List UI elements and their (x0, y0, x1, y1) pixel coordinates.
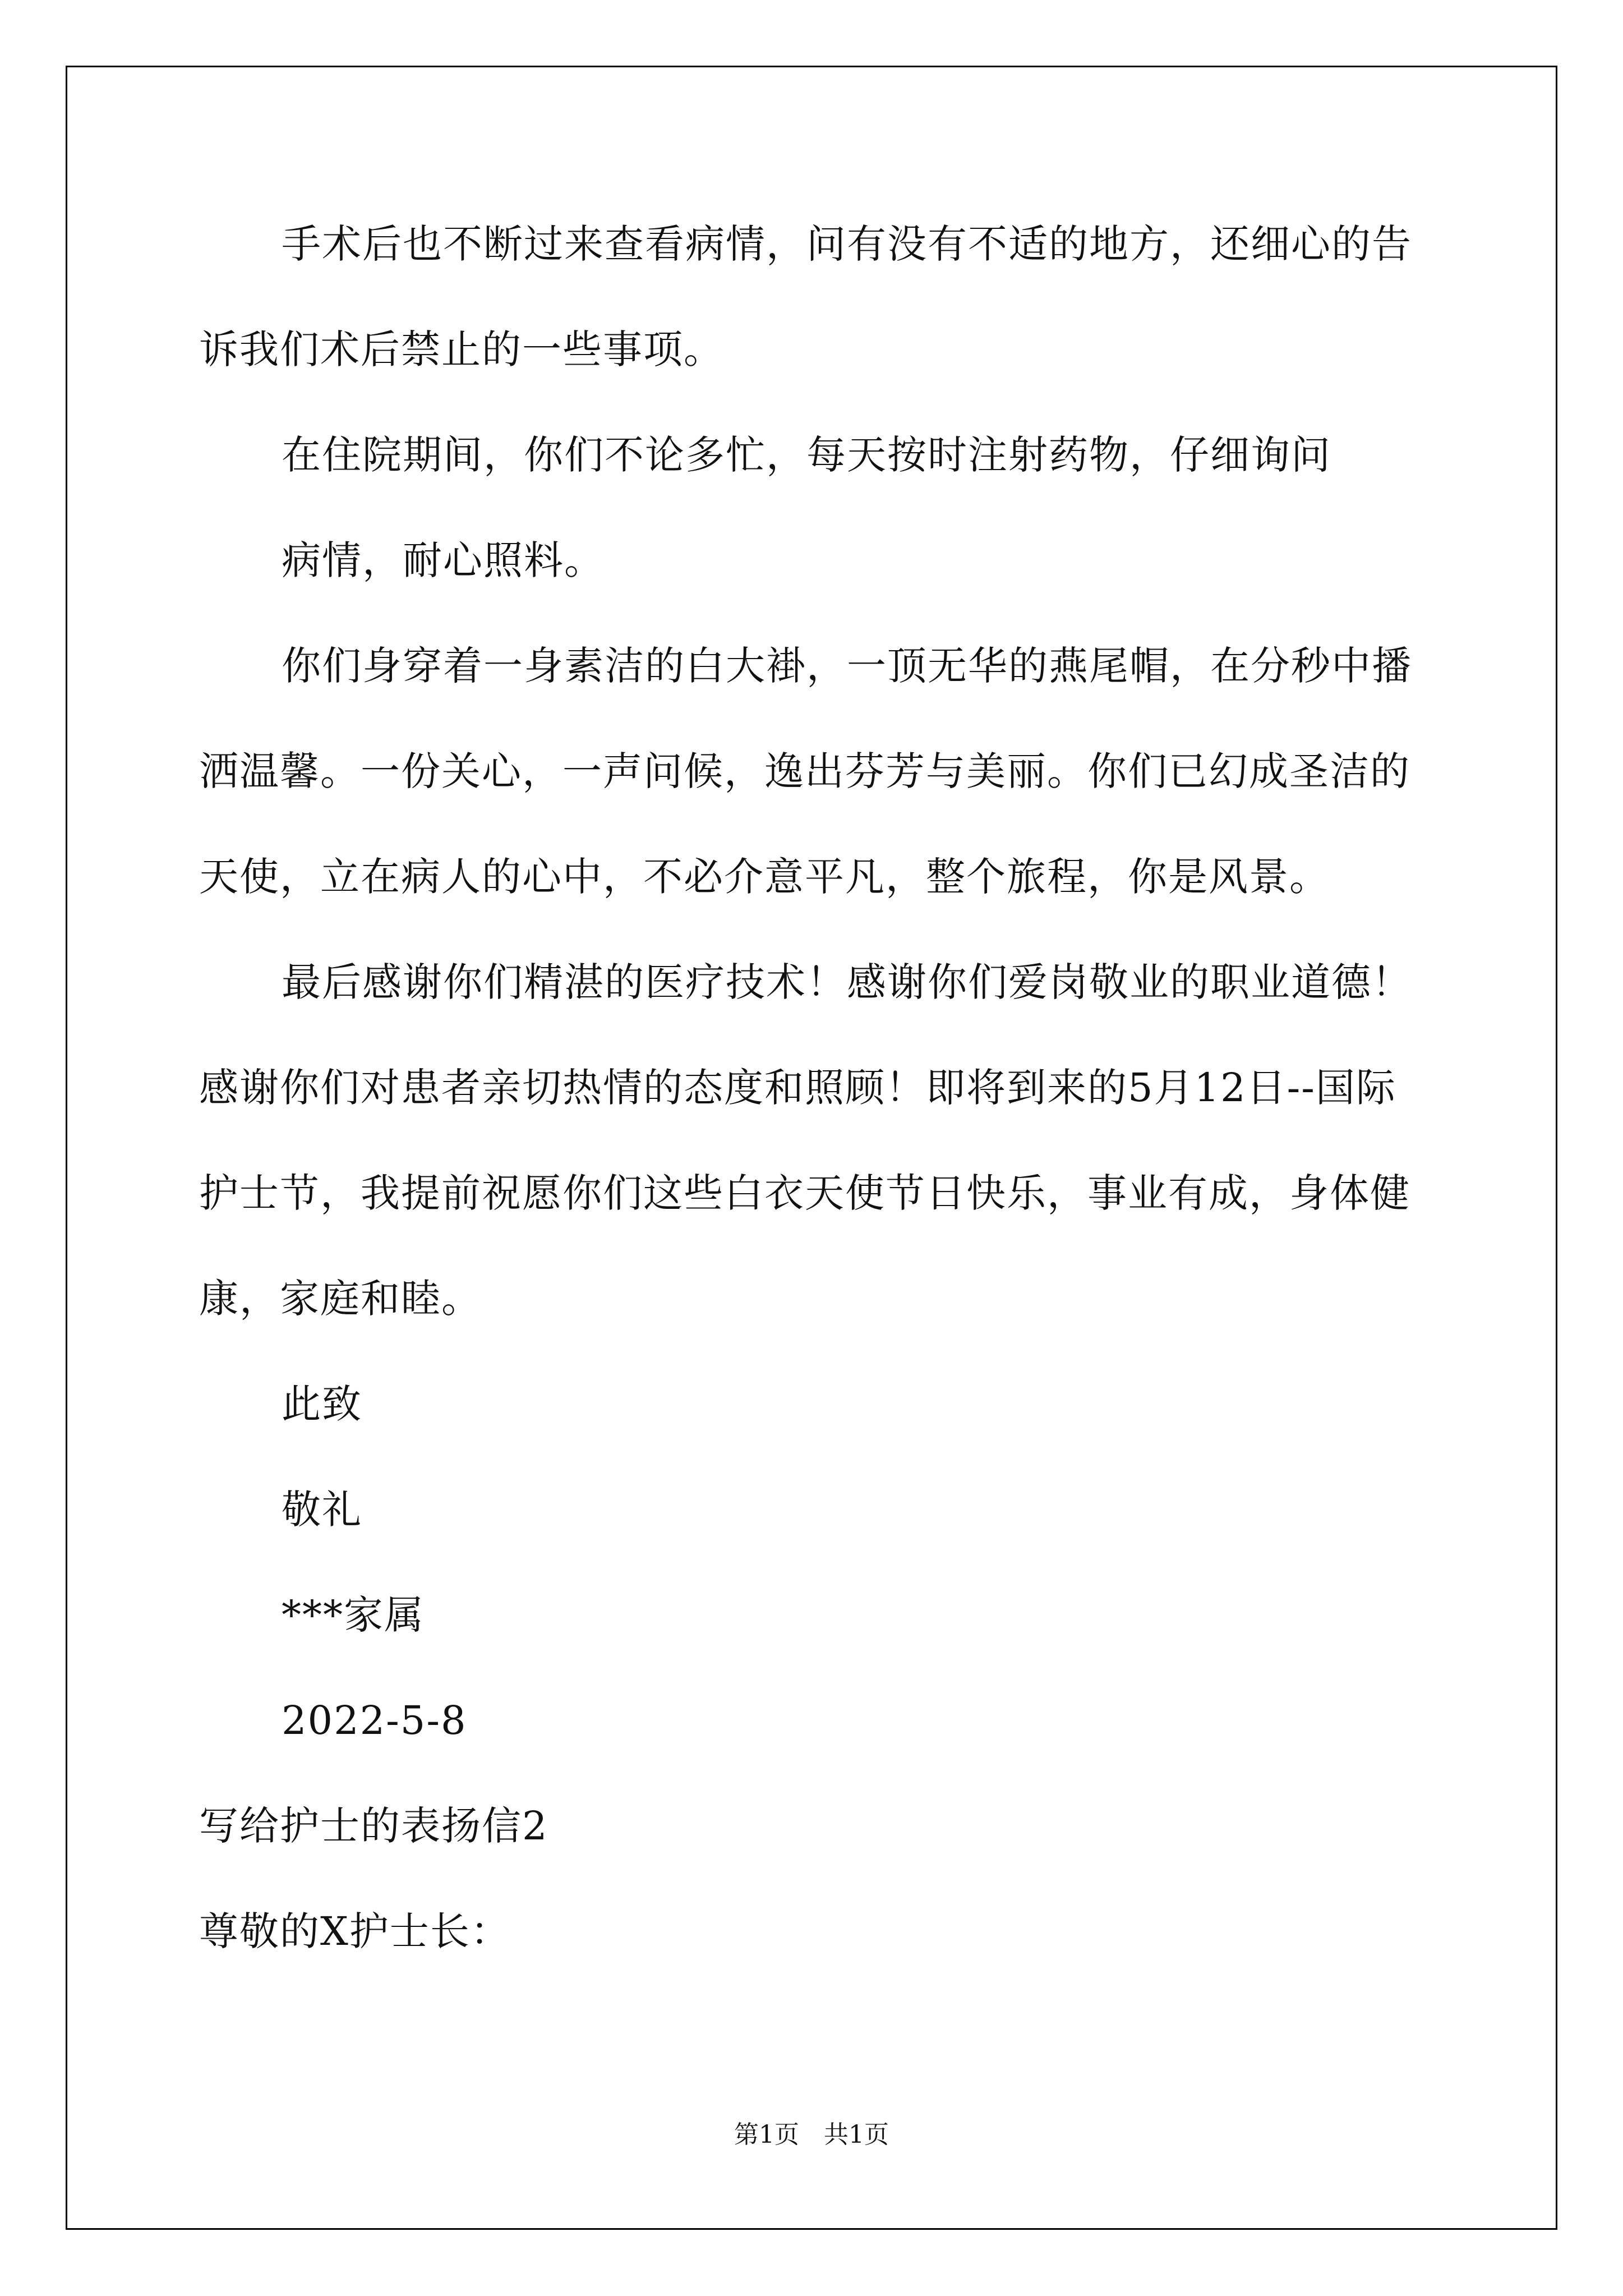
paragraph-line: 诉我们术后禁止的一些事项。 (199, 326, 724, 372)
paragraph-line: 病情，耐心照料。 (282, 537, 605, 583)
section-title: 写给护士的表扬信2 (199, 1803, 548, 1849)
paragraph-line: 洒温馨。一份关心，一声问候，逸出芬芳与美丽。你们已幻成圣洁的 (199, 748, 1410, 794)
paragraph-line: 你们身穿着一身素洁的白大褂，一顶无华的燕尾帽，在分秒中播 (282, 643, 1412, 689)
paragraph-line: 感谢你们对患者亲切热情的态度和照顾！即将到来的5月12日--国际 (199, 1065, 1396, 1111)
closing-regards: 敬礼 (282, 1487, 362, 1533)
greeting: 尊敬的X护士长： (199, 1908, 511, 1954)
date: 2022-5-8 (282, 1697, 467, 1743)
paragraph-line: 护士节，我提前祝愿你们这些白衣天使节日快乐，事业有成，身体健 (199, 1170, 1410, 1216)
signature: ***家属 (282, 1592, 425, 1638)
paragraph-line: 天使，立在病人的心中，不必介意平凡，整个旅程，你是风景。 (199, 854, 1330, 900)
page-border (66, 66, 1557, 2230)
page-number: 第1页 共1页 (734, 2120, 889, 2149)
paragraph-line: 康，家庭和睦。 (199, 1276, 482, 1322)
paragraph-line: 在住院期间，你们不论多忙，每天按时注射药物，仔细询问 (282, 432, 1331, 478)
paragraph-line: 最后感谢你们精湛的医疗技术！感谢你们爱岗敬业的职业道德！ (282, 959, 1412, 1005)
paragraph-line: 手术后也不断过来查看病情，问有没有不适的地方，还细心的告 (282, 221, 1412, 267)
closing-salutation: 此致 (282, 1381, 362, 1427)
